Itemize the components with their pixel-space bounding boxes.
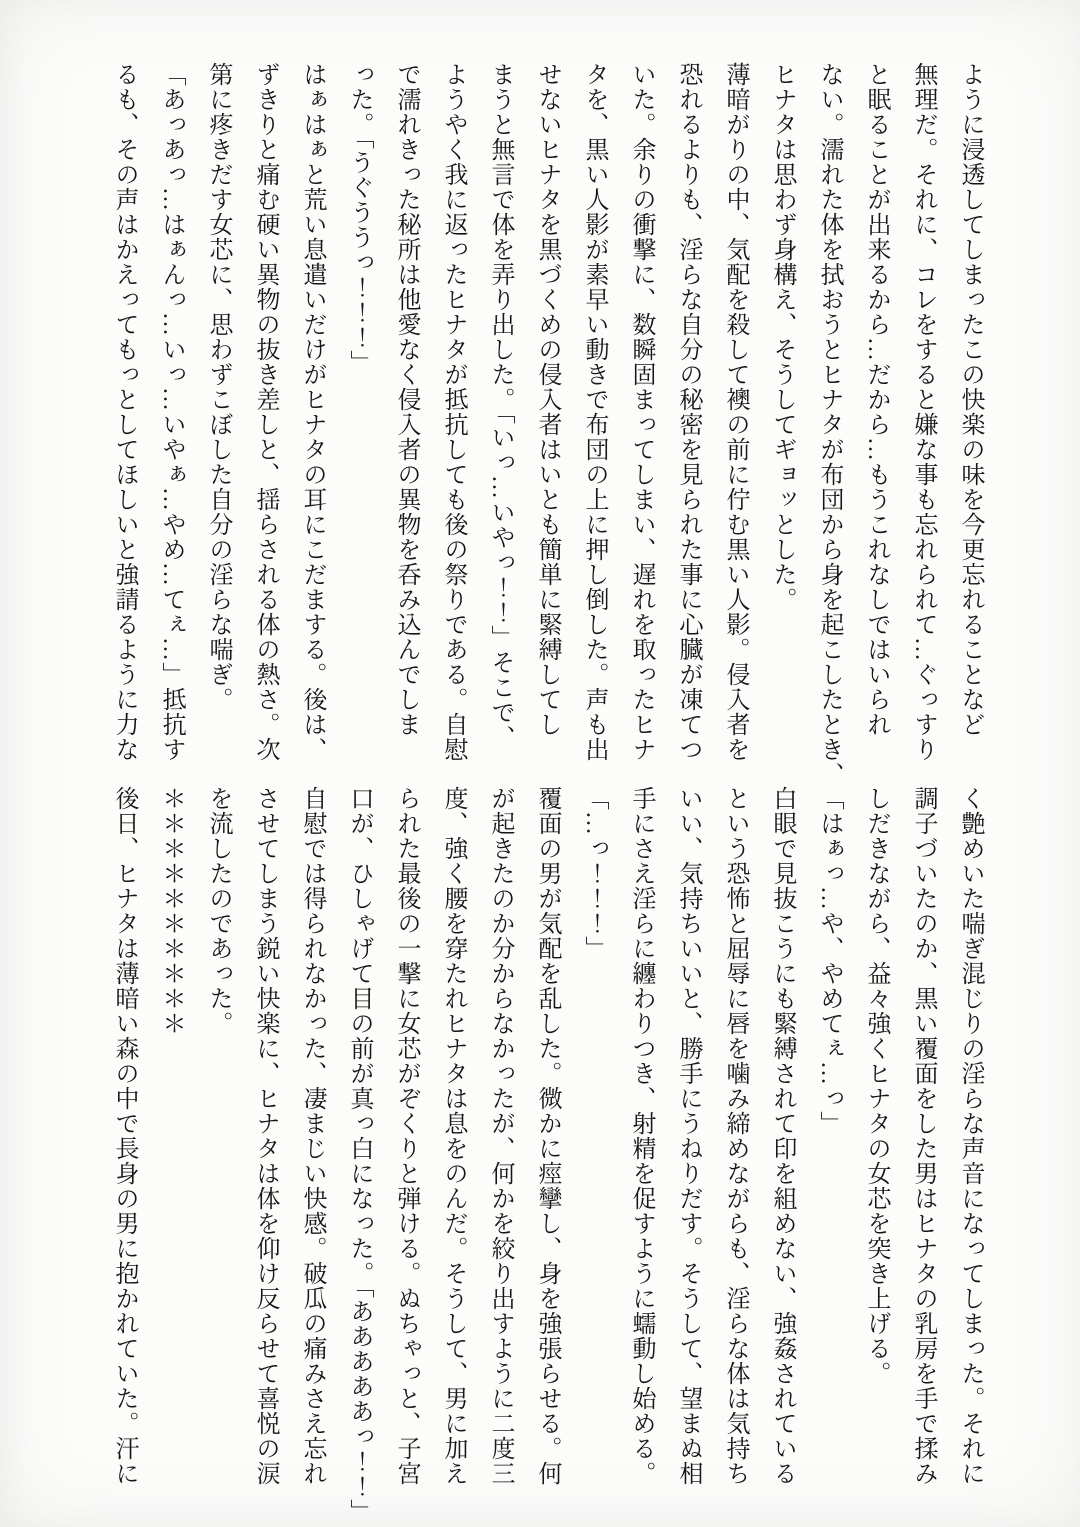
text-line: 恐れるよりも、淫らな自分の秘密を見られた事に心臓が凍てつ bbox=[675, 62, 701, 762]
text-line: ずきりと痛む硬い異物の抜き差しと、揺らされる体の熱さ。次 bbox=[252, 62, 278, 762]
text-line: まうと無言で体を弄り出した。「いっ…いやっ！！」そこで、 bbox=[487, 62, 513, 750]
text-line: ない。濡れた体を拭おうとヒナタが布団から身を起こしたとき、 bbox=[816, 62, 842, 787]
story-text-block-bottom bbox=[100, 786, 993, 1526]
text-line: く艶めいた喘ぎ混じりの淫らな声音になってしまった。それに bbox=[957, 786, 983, 1486]
text-line: と眠ることが出来るから…だから…もうこれなしではいられ bbox=[863, 62, 889, 737]
text-line: 後日、ヒナタは薄暗い森の中で長身の男に抱かれていた。汗に bbox=[111, 786, 137, 1486]
text-line: しだきながら、益々強くヒナタの女芯を突き上げる。 bbox=[863, 786, 889, 1386]
text-line: るも、その声はかえってもっとしてほしいと強請るように力な bbox=[111, 62, 137, 762]
text-line: させてしまう鋭い快楽に、ヒナタは体を仰け反らせて喜悦の涙 bbox=[252, 786, 278, 1486]
text-line: いい、気持ちいいと、勝手にうねりだす。そうして、望まぬ相 bbox=[675, 786, 701, 1486]
text-line: 手にさえ淫らに纏わりつき、射精を促すように蠕動し始める。 bbox=[628, 786, 654, 1486]
text-line: 調子づいたのか、黒い覆面をした男はヒナタの乳房を手で揉み bbox=[910, 786, 936, 1486]
text-line: はぁはぁと荒い息遣いだけがヒナタの耳にこだまする。後は、 bbox=[299, 62, 325, 762]
text-line: ようやく我に返ったヒナタが抵抗しても後の祭りである。自慰 bbox=[440, 62, 466, 762]
text-line: られた最後の一撃に女芯がぞくりと弾ける。ぬちゃっと、子宮 bbox=[393, 786, 419, 1486]
text-line: タを、黒い人影が素早い動きで布団の上に押し倒した。声も出 bbox=[581, 62, 607, 762]
text-line: 「あっあっ…はぁんっ…いっ…いやぁ…やめ…てぇ…」抵抗す bbox=[158, 62, 184, 762]
text-line: 「…っ！！！」 bbox=[581, 786, 607, 961]
text-line: 度、強く腰を穿たれヒナタは息をのんだ。そうして、男に加え bbox=[440, 786, 466, 1486]
text-line: ヒナタは思わず身構え、そうしてギョッとした。 bbox=[769, 62, 795, 612]
text-line: が起きたのか分からなかったが、何かを絞り出すように二度三 bbox=[487, 786, 513, 1486]
text-line: 薄暗がりの中、気配を殺して襖の前に佇む黒い人影。侵入者を bbox=[722, 62, 748, 762]
text-line: という恐怖と屈辱に唇を噛み締めながらも、淫らな体は気持ち bbox=[722, 786, 748, 1486]
scene-separator: ＊＊＊＊＊＊＊＊＊＊ bbox=[158, 786, 184, 1036]
story-text-block-top bbox=[100, 62, 993, 802]
text-line: せないヒナタを黒づくめの侵入者はいとも簡単に緊縛してし bbox=[534, 62, 560, 737]
text-line: 覆面の男が気配を乱した。微かに痙攣し、身を強張らせる。何 bbox=[534, 786, 560, 1486]
text-line: 無理だ。それに、コレをすると嫌な事も忘れられて…ぐっすり bbox=[910, 62, 936, 762]
text-line: った。「うぐううっ！！！」 bbox=[346, 62, 372, 375]
text-line: 自慰では得られなかった、凄まじい快感。破瓜の痛みさえ忘れ bbox=[299, 786, 325, 1486]
text-line: 「はぁっ…や、やめてぇ…っ」 bbox=[816, 786, 842, 1136]
text-line: で濡れきった秘所は他愛なく侵入者の異物を呑み込んでしま bbox=[393, 62, 419, 737]
text-line: 第に疼きだす女芯に、思わずこぼした自分の淫らな喘ぎ。 bbox=[205, 62, 231, 712]
text-line: 口が、ひしゃげて目の前が真っ白になった。「あああああっ！！」 bbox=[346, 786, 372, 1524]
text-line: を流したのであった。 bbox=[205, 786, 231, 1036]
text-line: ように浸透してしまったこの快楽の味を今更忘れることなど bbox=[957, 62, 983, 737]
text-line: いた。余りの衝撃に、数瞬固まってしまい、遅れを取ったヒナ bbox=[628, 62, 654, 762]
text-line: 白眼で見抜こうにも緊縛されて印を組めない、強姦されている bbox=[769, 786, 795, 1486]
